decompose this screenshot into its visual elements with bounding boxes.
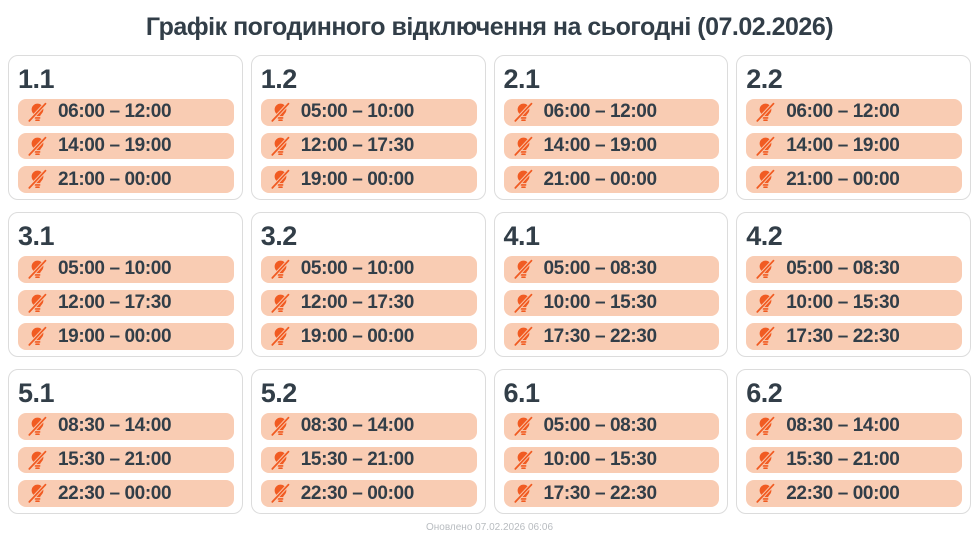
light-bulb-off-icon (755, 483, 776, 504)
light-bulb-off-icon (27, 416, 48, 437)
slot-time: 06:00 – 12:00 (543, 101, 657, 123)
group-card (736, 212, 971, 357)
group-title: 4.1 (503, 221, 540, 251)
slot-time: 17:30 – 22:30 (543, 482, 657, 504)
group-title: 6.1 (503, 378, 540, 408)
slot-time: 21:00 – 00:00 (543, 168, 657, 190)
group-card (251, 212, 486, 357)
slot-time: 08:30 – 14:00 (786, 415, 900, 437)
light-bulb-off-icon (270, 259, 291, 280)
slot-time: 14:00 – 19:00 (58, 135, 172, 157)
light-bulb-off-icon (513, 450, 534, 471)
updated-timestamp: Оновлено 07.02.2026 06:06 (425, 522, 554, 533)
slot-time: 05:00 – 10:00 (58, 258, 172, 280)
group-card (494, 369, 729, 514)
slot-time: 21:00 – 00:00 (58, 168, 172, 190)
slot-time: 06:00 – 12:00 (58, 101, 172, 123)
light-bulb-off-icon (270, 326, 291, 347)
outage-slot (746, 413, 962, 440)
outage-slot (18, 256, 234, 283)
outage-slot (261, 256, 477, 283)
light-bulb-off-icon (513, 136, 534, 157)
outage-slot (18, 99, 234, 126)
slot-time: 10:00 – 15:30 (786, 292, 900, 314)
outage-slot (746, 323, 962, 350)
light-bulb-off-icon (27, 136, 48, 157)
group-card (494, 55, 729, 200)
group-card (251, 369, 486, 514)
outage-slot (18, 290, 234, 317)
slot-time: 08:30 – 14:00 (58, 415, 172, 437)
light-bulb-off-icon (270, 416, 291, 437)
group-title: 2.1 (503, 64, 540, 94)
outage-slot (261, 323, 477, 350)
light-bulb-off-icon (755, 450, 776, 471)
group-title: 3.2 (260, 221, 297, 251)
light-bulb-off-icon (513, 102, 534, 123)
light-bulb-off-icon (27, 259, 48, 280)
light-bulb-off-icon (270, 136, 291, 157)
light-bulb-off-icon (270, 450, 291, 471)
outage-slot (261, 413, 477, 440)
outage-slot (504, 99, 720, 126)
light-bulb-off-icon (513, 259, 534, 280)
slot-time: 15:30 – 21:00 (58, 449, 172, 471)
outage-slot (18, 323, 234, 350)
light-bulb-off-icon (755, 169, 776, 190)
slot-time: 05:00 – 08:30 (786, 258, 900, 280)
slot-time: 14:00 – 19:00 (786, 135, 900, 157)
group-title: 5.1 (18, 378, 55, 408)
group-title: 6.2 (746, 378, 783, 408)
outage-slot (504, 480, 720, 507)
light-bulb-off-icon (755, 326, 776, 347)
outage-slot (746, 99, 962, 126)
light-bulb-off-icon (270, 169, 291, 190)
light-bulb-off-icon (27, 326, 48, 347)
slot-time: 19:00 – 00:00 (300, 168, 414, 190)
group-card (8, 212, 243, 357)
outage-slot (18, 413, 234, 440)
group-title: 4.2 (746, 221, 783, 251)
light-bulb-off-icon (27, 102, 48, 123)
light-bulb-off-icon (755, 136, 776, 157)
outage-slot (746, 166, 962, 193)
outage-slot (504, 323, 720, 350)
light-bulb-off-icon (513, 416, 534, 437)
outage-slot (261, 166, 477, 193)
slot-time: 21:00 – 00:00 (786, 168, 900, 190)
outage-slot (746, 290, 962, 317)
outage-slot (504, 413, 720, 440)
slot-time: 05:00 – 08:30 (543, 415, 657, 437)
slot-time: 08:30 – 14:00 (300, 415, 414, 437)
group-card (736, 369, 971, 514)
outage-slot (504, 290, 720, 317)
outage-slot (261, 447, 477, 474)
slot-time: 12:00 – 17:30 (300, 292, 414, 314)
slot-time: 10:00 – 15:30 (543, 449, 657, 471)
outage-slot (18, 166, 234, 193)
slot-time: 22:30 – 00:00 (300, 482, 414, 504)
outage-slot (261, 133, 477, 160)
slot-time: 22:30 – 00:00 (786, 482, 900, 504)
light-bulb-off-icon (513, 169, 534, 190)
outage-slot (18, 447, 234, 474)
light-bulb-off-icon (513, 326, 534, 347)
slot-time: 05:00 – 10:00 (300, 258, 414, 280)
slot-time: 19:00 – 00:00 (58, 325, 172, 347)
group-title: 1.2 (260, 64, 297, 94)
light-bulb-off-icon (755, 259, 776, 280)
outage-slot (261, 290, 477, 317)
light-bulb-off-icon (270, 483, 291, 504)
light-bulb-off-icon (27, 483, 48, 504)
group-card (736, 55, 971, 200)
page-title: Графік погодинного відключення на сьогодні (07.02.2026) (145, 13, 834, 41)
outage-slot (261, 480, 477, 507)
light-bulb-off-icon (270, 102, 291, 123)
slot-time: 17:30 – 22:30 (786, 325, 900, 347)
outage-slot (504, 447, 720, 474)
outage-slot (746, 256, 962, 283)
slot-time: 15:30 – 21:00 (300, 449, 414, 471)
outage-slot (261, 99, 477, 126)
outage-slot (746, 133, 962, 160)
outage-slot (18, 480, 234, 507)
group-title: 5.2 (260, 378, 297, 408)
outage-slot (504, 166, 720, 193)
light-bulb-off-icon (755, 293, 776, 314)
outage-slot (746, 480, 962, 507)
light-bulb-off-icon (270, 293, 291, 314)
outage-slot (746, 447, 962, 474)
light-bulb-off-icon (755, 416, 776, 437)
slot-time: 22:30 – 00:00 (58, 482, 172, 504)
group-title: 3.1 (18, 221, 55, 251)
group-card (8, 55, 243, 200)
group-card (251, 55, 486, 200)
outage-slot (18, 133, 234, 160)
schedule-grid (0, 55, 979, 514)
slot-time: 12:00 – 17:30 (300, 135, 414, 157)
slot-time: 05:00 – 10:00 (300, 101, 414, 123)
slot-time: 15:30 – 21:00 (786, 449, 900, 471)
light-bulb-off-icon (27, 169, 48, 190)
slot-time: 05:00 – 08:30 (543, 258, 657, 280)
light-bulb-off-icon (27, 293, 48, 314)
light-bulb-off-icon (513, 293, 534, 314)
light-bulb-off-icon (513, 483, 534, 504)
group-title: 1.1 (18, 64, 55, 94)
light-bulb-off-icon (27, 450, 48, 471)
group-card (494, 212, 729, 357)
outage-slot (504, 133, 720, 160)
outage-slot (504, 256, 720, 283)
group-title: 2.2 (746, 64, 783, 94)
light-bulb-off-icon (755, 102, 776, 123)
slot-time: 19:00 – 00:00 (300, 325, 414, 347)
slot-time: 14:00 – 19:00 (543, 135, 657, 157)
group-card (8, 369, 243, 514)
slot-time: 17:30 – 22:30 (543, 325, 657, 347)
slot-time: 06:00 – 12:00 (786, 101, 900, 123)
slot-time: 10:00 – 15:30 (543, 292, 657, 314)
slot-time: 12:00 – 17:30 (58, 292, 172, 314)
